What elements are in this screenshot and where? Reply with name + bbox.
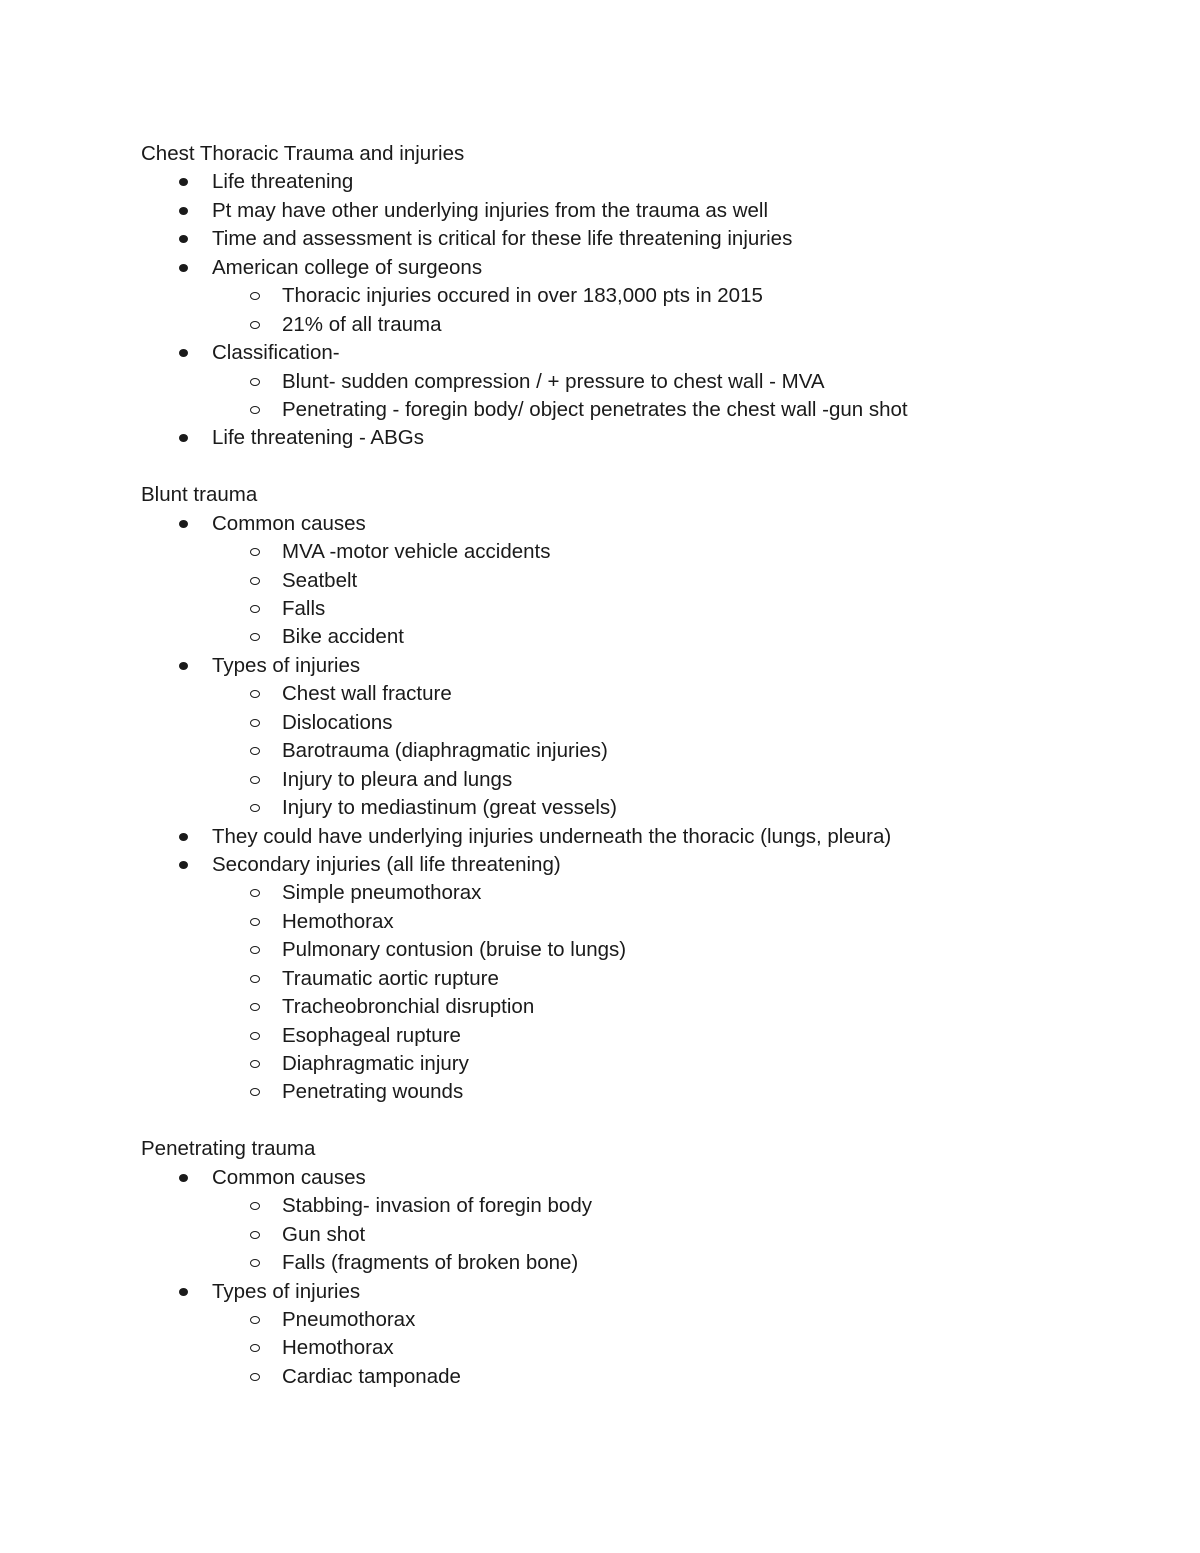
section-spacer <box>141 1107 1141 1135</box>
list-item-text: Simple pneumothorax <box>282 881 482 905</box>
list-item <box>141 225 1141 253</box>
list-item <box>141 168 1141 196</box>
filled-bullet-icon <box>179 1288 188 1296</box>
list-item-text: MVA -motor vehicle accidents <box>282 540 551 564</box>
list-item-text: Life threatening <box>212 170 354 194</box>
filled-bullet-icon <box>179 520 188 528</box>
list-item <box>141 652 1141 680</box>
hollow-bullet-icon <box>250 406 260 414</box>
sub-list-item <box>141 1078 1141 1106</box>
hollow-bullet-icon <box>250 889 260 897</box>
list-item-text: Types of injuries <box>212 653 361 677</box>
list-item-text: Hemothorax <box>282 1336 394 1360</box>
list-item <box>141 339 1141 367</box>
sub-list-item <box>141 368 1141 396</box>
hollow-bullet-icon <box>250 292 260 300</box>
sub-list-item <box>141 965 1141 993</box>
hollow-bullet-icon <box>250 378 260 386</box>
section-heading: Penetrating trauma <box>141 1137 316 1161</box>
list-item-text: Seatbelt <box>282 568 358 592</box>
hollow-bullet-icon <box>250 918 260 926</box>
list-item-text: Blunt- sudden compression / + pressure to chest wall - MVA <box>282 369 825 393</box>
hollow-bullet-icon <box>250 690 260 698</box>
section-heading: Chest Thoracic Trauma and injuries <box>141 142 465 165</box>
filled-bullet-icon <box>179 861 188 869</box>
sub-list-item <box>141 1221 1141 1249</box>
sub-list-item <box>141 879 1141 907</box>
filled-bullet-icon <box>179 178 188 186</box>
list-item-text: Secondary injuries (all life threatening) <box>212 852 561 876</box>
list-item-text: Stabbing- invasion of foregin body <box>282 1194 592 1218</box>
list-item-text: They could have underlying injuries underneath the thoracic (lungs, pleura) <box>212 824 892 848</box>
list-item-text: Thoracic injuries occured in over 183,000 pts in 2015 <box>282 284 763 308</box>
filled-bullet-icon <box>179 235 188 243</box>
sub-list-item <box>141 1249 1141 1277</box>
hollow-bullet-icon <box>250 1003 260 1011</box>
list-item-text: Esophageal rupture <box>282 1023 461 1047</box>
list-item <box>141 823 1141 851</box>
list-item-text: Pneumothorax <box>282 1307 416 1331</box>
list-item-text: Tracheobronchial disruption <box>282 995 535 1019</box>
document-body <box>141 140 1141 1391</box>
hollow-bullet-icon <box>250 747 260 755</box>
hollow-bullet-icon <box>250 1060 260 1068</box>
sub-list-item <box>141 1306 1141 1334</box>
section-heading: Blunt trauma <box>141 483 258 507</box>
section-spacer <box>141 453 1141 481</box>
list-item-text: Injury to mediastinum (great vessels) <box>282 796 617 820</box>
hollow-bullet-icon <box>250 719 260 727</box>
hollow-bullet-icon <box>250 577 260 585</box>
sub-list-item <box>141 567 1141 595</box>
sub-list-item <box>141 908 1141 936</box>
filled-bullet-icon <box>179 833 188 841</box>
sub-list-item <box>141 766 1141 794</box>
hollow-bullet-icon <box>250 1344 260 1352</box>
filled-bullet-icon <box>179 207 188 215</box>
list-item <box>141 197 1141 225</box>
hollow-bullet-icon <box>250 321 260 329</box>
list-item-text: Common causes <box>212 511 366 535</box>
list-item-text: Pulmonary contusion (bruise to lungs) <box>282 938 627 962</box>
hollow-bullet-icon <box>250 975 260 983</box>
hollow-bullet-icon <box>250 605 260 613</box>
sub-list-item <box>141 794 1141 822</box>
sub-list-item <box>141 993 1141 1021</box>
list-item-text: Traumatic aortic rupture <box>282 966 499 990</box>
list-item-text: 21% of all trauma <box>282 312 442 336</box>
hollow-bullet-icon <box>250 1316 260 1324</box>
list-item-text: Types of injuries <box>212 1279 361 1303</box>
list-item-text: Time and assessment is critical for these life threatening injuries <box>212 227 793 251</box>
sub-list-item <box>141 396 1141 424</box>
list-item-text: Penetrating wounds <box>282 1080 464 1104</box>
hollow-bullet-icon <box>250 776 260 784</box>
list-item <box>141 851 1141 879</box>
sub-list-item <box>141 1050 1141 1078</box>
sub-list-item <box>141 1022 1141 1050</box>
list-item-text: Hemothorax <box>282 909 394 933</box>
sub-list-item <box>141 709 1141 737</box>
sub-list-item <box>141 936 1141 964</box>
hollow-bullet-icon <box>250 1259 260 1267</box>
sub-list-item <box>141 737 1141 765</box>
hollow-bullet-icon <box>250 1202 260 1210</box>
sub-list-item <box>141 623 1141 651</box>
sub-list-item <box>141 1363 1141 1391</box>
sub-list-item <box>141 1192 1141 1220</box>
list-item <box>141 1278 1141 1306</box>
list-item-text: Dislocations <box>282 710 393 734</box>
hollow-bullet-icon <box>250 548 260 556</box>
hollow-bullet-icon <box>250 804 260 812</box>
hollow-bullet-icon <box>250 1231 260 1239</box>
list-item-text: Cardiac tamponade <box>282 1364 461 1388</box>
list-item <box>141 510 1141 538</box>
list-item-text: Chest wall fracture <box>282 682 452 706</box>
list-item-text: American college of surgeons <box>212 255 483 279</box>
list-item-text: Falls <box>282 597 326 620</box>
filled-bullet-icon <box>179 662 188 670</box>
list-item-text: Classification- <box>212 341 340 365</box>
filled-bullet-icon <box>179 349 188 357</box>
sub-list-item <box>141 595 1141 623</box>
list-item-text: Gun shot <box>282 1222 366 1246</box>
hollow-bullet-icon <box>250 1373 260 1381</box>
list-item <box>141 424 1141 452</box>
list-item <box>141 1164 1141 1192</box>
filled-bullet-icon <box>179 1174 188 1182</box>
sub-list-item <box>141 1334 1141 1362</box>
list-item-text: Injury to pleura and lungs <box>282 767 513 791</box>
filled-bullet-icon <box>179 264 188 272</box>
list-item-text: Life threatening - ABGs <box>212 426 424 450</box>
list-item-text: Falls (fragments of broken bone) <box>282 1251 579 1275</box>
sub-list-item <box>141 282 1141 310</box>
filled-bullet-icon <box>179 434 188 442</box>
sub-list-item <box>141 311 1141 339</box>
list-item-text: Penetrating - foregin body/ object penetrates the chest wall -gun shot <box>282 397 908 421</box>
hollow-bullet-icon <box>250 633 260 641</box>
list-item <box>141 254 1141 282</box>
hollow-bullet-icon <box>250 1032 260 1040</box>
list-item-text: Pt may have other underlying injuries from the trauma as well <box>212 198 769 222</box>
list-item-text: Common causes <box>212 1165 366 1189</box>
hollow-bullet-icon <box>250 946 260 954</box>
sub-list-item <box>141 680 1141 708</box>
list-item-text: Barotrauma (diaphragmatic injuries) <box>282 739 608 763</box>
hollow-bullet-icon <box>250 1088 260 1096</box>
sub-list-item <box>141 538 1141 566</box>
list-item-text: Diaphragmatic injury <box>282 1052 469 1075</box>
list-item-text: Bike accident <box>282 625 404 649</box>
